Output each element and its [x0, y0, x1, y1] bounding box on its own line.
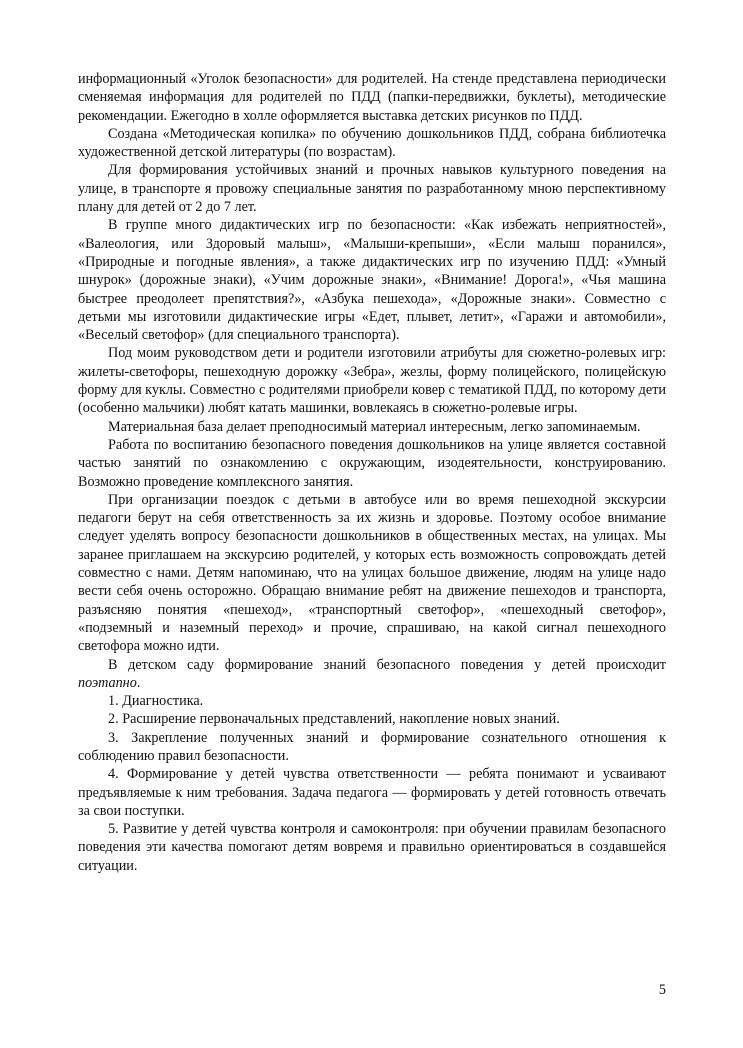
paragraph: Работа по воспитанию безопасного поведения дошкольников на улице является составной частью занятий по ознакомлению с окружающим, изодеятельности, конструированию. Возможно проведение комплексного занятия.: [78, 436, 666, 490]
page-body: [78, 70, 666, 875]
stage-item: 5. Развитие у детей чувства контроля и самоконтроля: при обучении правилам безопасного поведения эти качества помогают детям вовремя и правильно ориентироваться в создавшейся ситуации.: [78, 821, 666, 874]
paragraph: В группе много дидактических игр по безопасности: «Как избежать неприятностей», «Валеология, или Здоровый малыш», «Малыши-крепыши», «Если малыш поранился», «Природные и погодные явления», а также дидактических игр по изучению ПДД: «Умный шнурок» (дорожные знаки), «Учим дорожные знаки», «Внимание! Дорога!», «Чья машина быстрее преодолеет препятствия?», «Азбука пешехода», «Дорожные знаки». Совместно с детьми мы изготовили дидактические игры «Едет, плывет, летит», «Гаражи и автомобили», «Веселый светофор» (для специального транспорта).: [78, 217, 666, 344]
stage-item: 3. Закрепление полученных знаний и формирование сознательного отношения к соблюдению правил безопасности.: [78, 729, 666, 764]
stages-intro-paragraph: [78, 656, 666, 693]
stages-intro-text: В детском саду формирование знаний безопасного поведения у детей происходит: [108, 656, 666, 673]
paragraph: При организации поездок с детьми в автобусе или во время пешеходной экскурсии педагоги берут на себя ответственность за их жизнь и здоровье. Поэтому особое внимание следует уделять вопросу безопасности дошкольников в общественных местах, на улицах. Мы заранее приглашаем на экскурсию родителей, у которых есть возможность сопровождать детей совместно с нами. Детям напоминаю, что на улицах большое движение, людям на улице надо вести себя очень осторожно. Обращаю внимание ребят на движение пешеходов и транспорта, разъясняю понятия «пешеход», «транспортный светофор», «пешеходный светофор», «подземный и наземный переход» и прочие, спрашиваю, на какой сигнал пешеходного светофора можно идти.: [78, 491, 666, 655]
paragraph: Создана «Методическая копилка» по обучению дошкольников ПДД, собрана библиотечка художественной детской литературы (по возрастам).: [78, 125, 666, 161]
stage-item: 2. Расширение первоначальных представлений, накопление новых знаний.: [108, 711, 560, 728]
stages-intro-emphasis: поэтапно: [78, 674, 137, 691]
stage-item: 4. Формирование у детей чувства ответственности — ребята понимают и усваивают предъявляемые к ним требования. Задача педагога — формировать у детей готовность отвечать за свои поступки.: [78, 766, 666, 819]
paragraph: Под моим руководством дети и родители изготовили атрибуты для сюжетно-ролевых игр: жилеты-светофоры, пешеходную дорожку «Зебра», жезлы, форму полицейского, полицейскую форму для куклы. Совместно с родителями приобрели ковер с тематикой ПДД, по которому дети (особенно мальчики) любят катать машинки, вовлекаясь в сюжетно-ролевые игры.: [78, 345, 666, 417]
stages-intro-end: .: [136, 674, 141, 691]
page-number: 5: [658, 982, 666, 998]
stage-item: 1. Диагностика.: [108, 693, 204, 710]
paragraph: Материальная база делает преподносимый материал интересным, легко запоминаемым.: [108, 418, 641, 435]
paragraph: информационный «Уголок безопасности» для родителей. На стенде представлена периодически сменяемая информация для родителей по ПДД (папки-передвижки, буклеты), методические рекомендации. Ежегодно в холле оформляется выставка детских рисунков по ПДД.: [78, 71, 666, 124]
paragraph: Для формирования устойчивых знаний и прочных навыков культурного поведения на улице, в транспорте я провожу специальные занятия по разработанному мною перспективному плану для детей от 2 до 7 лет.: [78, 162, 666, 216]
